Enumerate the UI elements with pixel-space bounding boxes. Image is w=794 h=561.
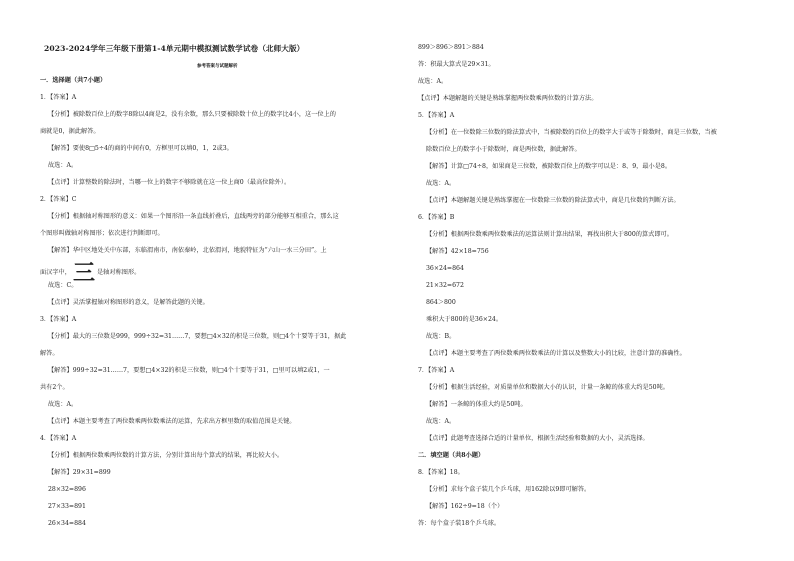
analysis-line: 【分析】最大的三位数是999，999÷32=31……7，要想□4×32的积是三位数，则□4个十要等于31，据此 [48,333,347,340]
calc-line: 26×34=884 [48,520,86,527]
calc-line: 899＞896＞891＞884 [418,44,484,51]
text-line: 乘积大于800的是36×24。 [426,316,503,323]
analysis-line: 【分析】被除数百位上的数字8除以4商是2，没有余数，那么只要被除数十位上的数字比4小，这一位上的 [48,111,336,118]
solution-line: 【解答】华中区地处关中东部，东临渭南市，南依秦岭，北依渭河，地貌特征为“六山一水三分田”。上 [48,247,327,254]
text-line [40,262,140,284]
answer-line: 1．【答案】A [40,94,77,101]
solution-line: 【解答】29×31=899 [48,469,111,476]
comment-line: 【点评】本题主要考查了两位数乘两位数乘法的计算以及整数大小的比较，注意计算的准确性。 [426,350,686,357]
text-line: 除数百位上的数字小于除数时，商是两位数，据此解答。 [426,146,581,153]
comment-line: 【点评】计算整数的除法时，当哪一位上的数字不够除就在这一位上商0（最高位除外）。 [48,179,291,186]
answer-line: 2．【答案】C [40,196,77,203]
choice-line: 故选：A。 [426,418,456,425]
solution-line: 【解答】162÷9=18（个） [426,503,504,510]
answer-line: 3．【答案】A [40,316,77,323]
analysis-line: 【分析】求每个盒子装几个乒乓球，用162除以9即可解答。 [426,486,591,493]
solution-line: 【解答】一条鲸的体重大约是50吨。 [426,401,527,408]
text-line: 个图形叫做轴对称图形；依次进行判断即可。 [40,230,164,237]
section-heading: 二．填空题（共8小题） [418,452,485,459]
answer-line: 6．【答案】B [418,214,455,221]
text-line: 答：积最大算式是29×31。 [418,61,495,68]
text-fragment: 面汉字中， [40,269,71,276]
choice-line: 故选：A。 [48,162,78,169]
answer-line: 5．【答案】A [418,112,455,119]
calc-line: 36×24=864 [426,265,464,272]
solution-line: 【解答】要使8□5÷4的商的中间有0，方框里可以填0，1，2或3。 [48,145,233,152]
text-line: 商就是0，据此解答。 [40,128,100,135]
calc-line: 27×33=891 [48,503,86,510]
analysis-line: 【分析】根据两位数乘两位数的计算方法，分别计算出每个算式的结果，再比较大小。 [48,452,284,459]
document-subtitle: 参考答案与试题解析 [197,64,238,69]
calc-line: 28×32=896 [48,486,86,493]
answer-line: 7．【答案】A [418,367,455,374]
calc-line: 21×32=672 [426,282,464,289]
answer-line: 4．【答案】A [40,435,77,442]
solution-line: 【解答】999÷32=31……7，要想□4×32的积是三位数，则□4个十要等于31，□里可以填2或1，一 [48,367,330,374]
comment-line: 【点评】此题考查选择合适的计量单位，根据生活经验和数据的大小，灵活选择。 [426,435,649,442]
comment-line: 【点评】灵活掌握轴对称图形的意义，是解答此题的关键。 [48,299,209,306]
comment-line: 【点评】本题主要考查了两位数乘两位数乘法的运算，先求出方框里数的取值范围是关键。 [48,418,296,425]
comment-line: 【点评】本题解题关键是熟练掌握在一位数除三位数的除法算式中，商是几位数的判断方法。 [426,197,680,204]
text-line: 解答。 [40,350,59,357]
large-character: 三 [72,260,95,286]
analysis-line: 【分析】根据生活经验，对质量单位和数据大小的认识，计量一条鲸的体重大约是50吨。 [426,384,669,391]
section-heading: 一．选择题（共7小题） [40,77,107,84]
analysis-line: 【分析】在一位数除三位数的除法算式中，当被除数的百位上的数字大于或等于除数时，商是三位数，当被 [426,129,717,136]
choice-line: 故选：C。 [48,282,78,289]
document-title: 2023-2024学年三年级下册第1-4单元期中模拟测试数学试卷（北师大版） [44,44,305,53]
text-line: 共有2个。 [40,384,69,391]
solution-line: 【解答】计算□74÷8，如果商是三位数，被除数百位上的数字可以是：8、9，最小是8。 [426,163,672,170]
text-line: 答：每个盒子装18个乒乓球。 [418,520,501,527]
choice-line: 故选：A。 [426,180,456,187]
choice-line: 故选：A。 [48,401,78,408]
choice-line: 故选：A。 [418,78,448,85]
calc-line: 864＞800 [426,299,456,306]
answer-line: 8．【答案】18。 [418,469,464,476]
choice-line: 故选：B。 [426,333,456,340]
analysis-line: 【分析】根据两位数乘两位数乘法的运算法则计算出结果，再找出积大于800的算式即可。 [426,231,673,238]
solution-line: 【解答】42×18=756 [426,248,489,255]
analysis-line: 【分析】根据轴对称图形的意义：如果一个图形沿一条直线折叠后，直线两旁的部分能够互相重合，那么这 [48,213,339,220]
comment-line: 【点评】本题解题的关键是熟练掌握两位数乘两位数的计算方法。 [418,95,598,102]
text-fragment: 是轴对称图形。 [96,269,141,276]
